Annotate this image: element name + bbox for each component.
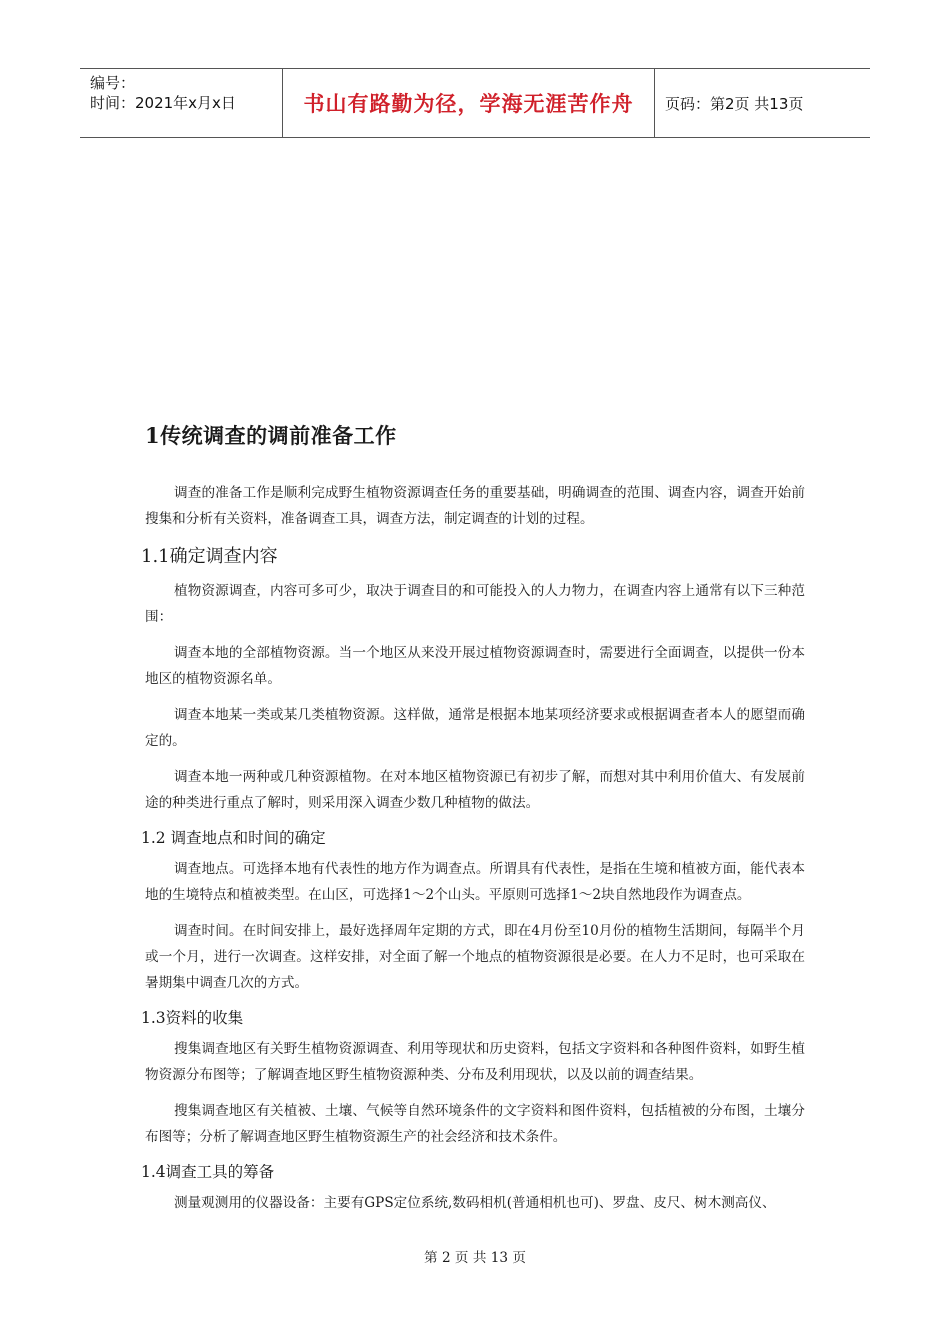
- section-1-1-paragraph: 调查本地一两种或几种资源植物。在对本地区植物资源已有初步了解，而想对其中利用价值大、有发展前途的种类进行重点了解时，则采用深入调查少数几种植物的做法。: [145, 769, 805, 811]
- section-1-2-paragraph: 调查时间。在时间安排上，最好选择周年定期的方式，即在4月份至10月份的植物生活期间，每隔半个月或一个月，进行一次调查。这样安排，对全面了解一个地点的植物资源很是必要。在人力不足时，也可采取在暑期集中调查几次的方式。: [145, 923, 805, 991]
- document-date-label: 时间：2021年x月x日: [90, 94, 236, 112]
- section-heading-1-3: 1.3资料的收集: [141, 1009, 244, 1027]
- page-footer: 第 2 页 共 13 页: [424, 1250, 526, 1266]
- section-1-3-paragraph: 搜集调查地区有关植被、土壤、气候等自然环境条件的文字资料和图件资料，包括植被的分布图，土壤分布图等；分析了解调查地区野生植物资源生产的社会经济和技术条件。: [145, 1103, 805, 1145]
- section-1-1-paragraph: 调查本地某一类或某几类植物资源。这样做，通常是根据本地某项经济要求或根据调查者本人的愿望而确定的。: [145, 707, 805, 749]
- section-1-2-paragraph: 调查地点。可选择本地有代表性的地方作为调查点。所谓具有代表性，是指在生境和植被方面，能代表本地的生境特点和植被类型。在山区，可选择1～2个山头。平原则可选择1～2块自然地段作为调查点。: [145, 861, 805, 903]
- intro-paragraph: 调查的准备工作是顺利完成野生植物资源调查任务的重要基础，明确调查的范围、调查内容，调查开始前搜集和分析有关资料，准备调查工具，调查方法，制定调查的计划的过程。: [145, 485, 805, 527]
- section-1-1-paragraph: 植物资源调查，内容可多可少，取决于调查目的和可能投入的人力物力，在调查内容上通常有以下三种范围：: [145, 583, 805, 625]
- document-title: 1传统调查的调前准备工作: [145, 423, 397, 448]
- section-heading-1-2: 1.2 调查地点和时间的确定: [141, 829, 326, 847]
- page-header: [80, 68, 870, 138]
- section-1-3-paragraph: 搜集调查地区有关野生植物资源调查、利用等现状和历史资料，包括文字资料和各种图件资料，如野生植物资源分布图等；了解调查地区野生植物资源种类、分布及利用现状，以及以前的调查结果。: [145, 1041, 805, 1083]
- section-1-1-paragraph: 调查本地的全部植物资源。当一个地区从来没开展过植物资源调查时，需要进行全面调查，以提供一份本地区的植物资源名单。: [145, 645, 805, 687]
- header-left-block: [90, 73, 280, 113]
- section-1-4-paragraph: 测量观测用的仪器设备：主要有GPS定位系统,数码相机(普通相机也可)、罗盘、皮尺、树木测高仪、: [174, 1195, 776, 1211]
- header-page-info: 页码：第2页 共13页: [665, 94, 804, 113]
- header-motto: 书山有路勤为径，学海无涯苦作舟: [282, 69, 655, 137]
- document-number-label: 编号：: [90, 74, 136, 92]
- section-heading-1-1: 1.1确定调查内容: [141, 546, 278, 567]
- section-heading-1-4: 1.4调查工具的筹备: [141, 1163, 275, 1181]
- document-body: [141, 420, 805, 1226]
